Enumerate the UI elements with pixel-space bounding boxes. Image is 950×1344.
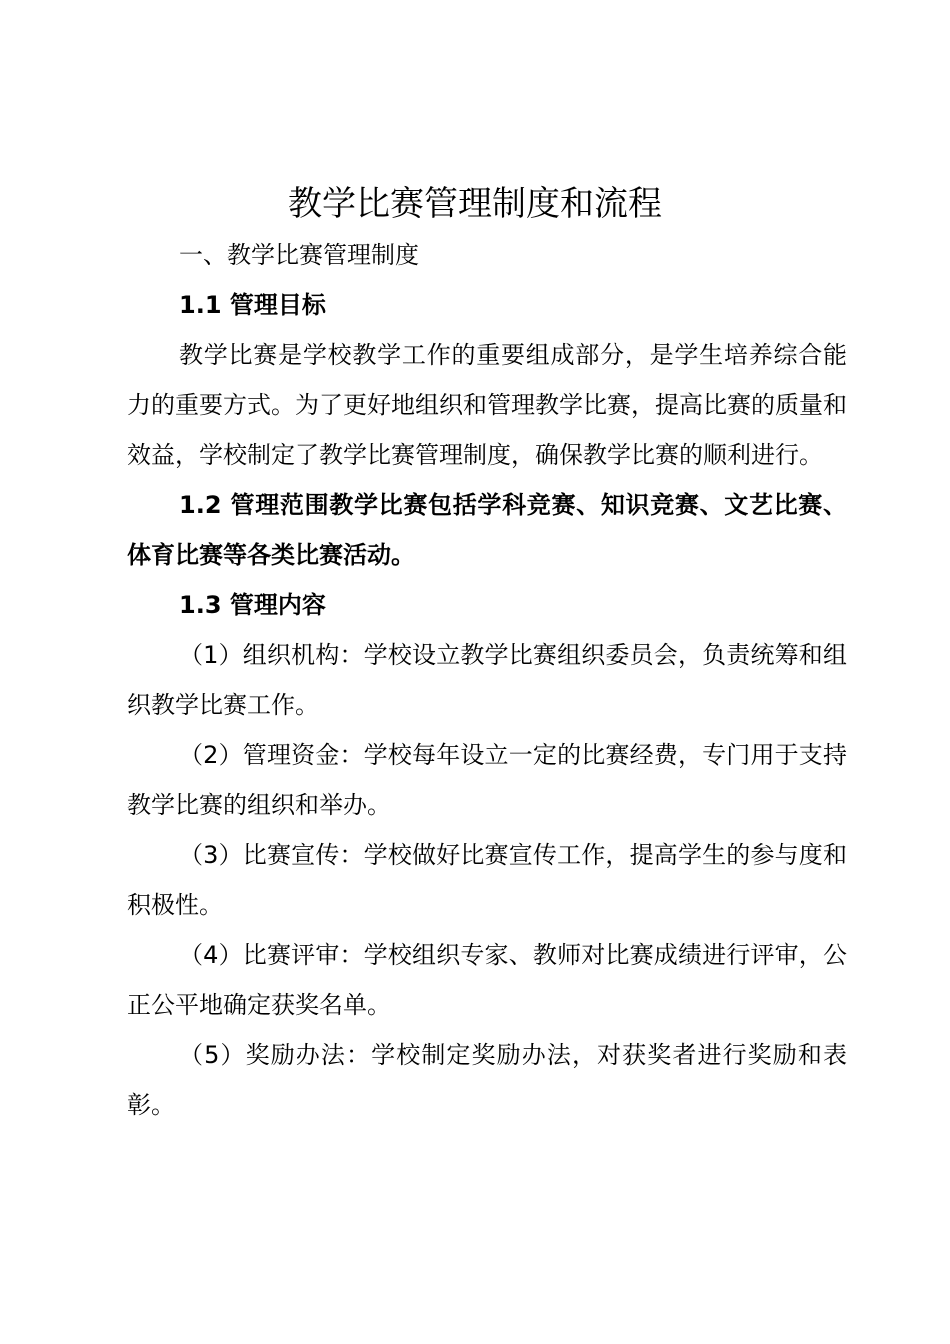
section-heading: 一、教学比赛管理制度: [179, 241, 419, 269]
list-item: （1）组织机构：学校设立教学比赛组织委员会，负责统筹和组织教学比赛工作。: [127, 641, 847, 719]
document-title: 教学比赛管理制度和流程: [288, 184, 662, 224]
list-item: （3）比赛宣传：学校做好比赛宣传工作，提高学生的参与度和积极性。: [127, 841, 847, 919]
list-item: （4）比赛评审：学校组织专家、教师对比赛成绩进行评审，公正公平地确定获奖名单。: [127, 941, 847, 1019]
subsection-heading: 1.1 管理目标: [179, 291, 326, 319]
paragraph: 教学比赛是学校教学工作的重要组成部分，是学生培养综合能力的重要方式。为了更好地组织和管理教学比赛，提高比赛的质量和效益，学校制定了教学比赛管理制度，确保教学比赛的顺利进行。: [127, 341, 847, 469]
document-body: [127, 230, 847, 1130]
list-item: （2）管理资金：学校每年设立一定的比赛经费，专门用于支持教学比赛的组织和举办。: [127, 741, 847, 819]
list-item: （5）奖励办法：学校制定奖励办法，对获奖者进行奖励和表彰。: [127, 1041, 847, 1119]
subsection-heading: 1.2 管理范围教学比赛包括学科竞赛、知识竞赛、文艺比赛、体育比赛等各类比赛活动。: [127, 491, 847, 569]
subsection-heading: 1.3 管理内容: [179, 591, 326, 619]
